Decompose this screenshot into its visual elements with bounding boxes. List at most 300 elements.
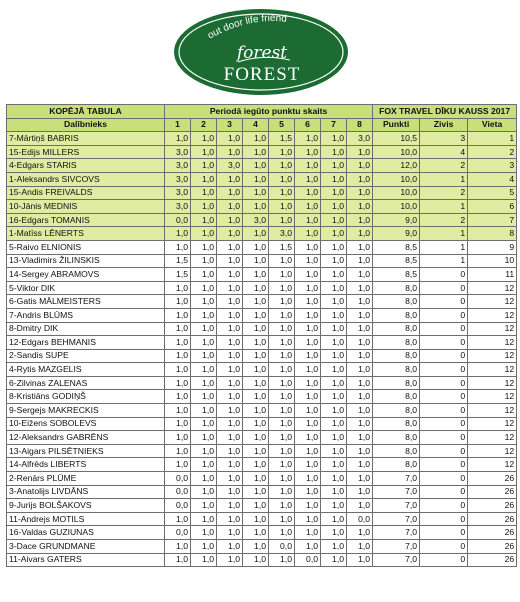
- participant-name: 2-Sandis SUPE: [7, 349, 165, 363]
- period-2-score: 1,0: [191, 145, 217, 159]
- period-1-score: 1,0: [165, 132, 191, 146]
- period-6-score: 1,0: [295, 336, 321, 350]
- period-5-score: 0,0: [269, 540, 295, 554]
- participant-name: 12-Edgars BEHMANIS: [7, 336, 165, 350]
- period-2-score: 1,0: [191, 376, 217, 390]
- points-cell: 7,0: [373, 526, 420, 540]
- place-cell: 12: [468, 295, 517, 309]
- fish-cell: 0: [420, 417, 468, 431]
- period-8-score: 1,0: [347, 145, 373, 159]
- participant-name: 5-Raivo ELNIONIS: [7, 240, 165, 254]
- table-row: [7, 376, 517, 390]
- period-1-score: 1,0: [165, 444, 191, 458]
- period-4-score: 1,0: [243, 499, 269, 513]
- fish-cell: 1: [420, 254, 468, 268]
- period-7-score: 1,0: [321, 540, 347, 554]
- period-3-score: 1,0: [217, 281, 243, 295]
- period-7-score: 1,0: [321, 512, 347, 526]
- period-7-score: 1,0: [321, 390, 347, 404]
- points-cell: 10,0: [373, 172, 420, 186]
- period-6-score: 1,0: [295, 499, 321, 513]
- period-1-score: 1,0: [165, 227, 191, 241]
- period-4-score: 1,0: [243, 472, 269, 486]
- place-cell: 12: [468, 349, 517, 363]
- table-row: [7, 132, 517, 146]
- period-6-score: 1,0: [295, 281, 321, 295]
- fish-cell: 0: [420, 404, 468, 418]
- period-6-score: 1,0: [295, 172, 321, 186]
- place-cell: 7: [468, 213, 517, 227]
- points-cell: 7,0: [373, 540, 420, 554]
- header-participant: Dalībnieks: [7, 118, 165, 132]
- period-4-score: 1,0: [243, 512, 269, 526]
- points-cell: 9,0: [373, 213, 420, 227]
- period-4-score: 1,0: [243, 485, 269, 499]
- period-4-score: 1,0: [243, 349, 269, 363]
- table-row: [7, 295, 517, 309]
- points-cell: 7,0: [373, 472, 420, 486]
- period-3-score: 1,0: [217, 240, 243, 254]
- points-cell: 8,5: [373, 240, 420, 254]
- period-8-score: 1,0: [347, 268, 373, 282]
- table-row: [7, 227, 517, 241]
- period-1-score: 1,0: [165, 295, 191, 309]
- period-4-score: 1,0: [243, 444, 269, 458]
- period-6-score: 1,0: [295, 295, 321, 309]
- period-6-score: 1,0: [295, 308, 321, 322]
- points-cell: 8,0: [373, 458, 420, 472]
- period-2-score: 1,0: [191, 444, 217, 458]
- place-cell: 26: [468, 540, 517, 554]
- period-4-score: 1,0: [243, 145, 269, 159]
- points-cell: 7,0: [373, 553, 420, 567]
- period-7-score: 1,0: [321, 499, 347, 513]
- period-4-score: 1,0: [243, 458, 269, 472]
- period-5-score: 1,0: [269, 485, 295, 499]
- period-2-score: 1,0: [191, 349, 217, 363]
- place-cell: 12: [468, 444, 517, 458]
- points-cell: 8,0: [373, 376, 420, 390]
- period-8-score: 1,0: [347, 200, 373, 214]
- period-3-score: 3,0: [217, 159, 243, 173]
- period-6-score: 1,0: [295, 145, 321, 159]
- table-row: [7, 213, 517, 227]
- period-2-score: 1,0: [191, 540, 217, 554]
- period-6-score: 1,0: [295, 268, 321, 282]
- period-7-score: 1,0: [321, 145, 347, 159]
- header-cup-title: FOX TRAVEL DĪKU KAUSS 2017: [373, 105, 517, 119]
- table-row: [7, 145, 517, 159]
- points-cell: 8,5: [373, 254, 420, 268]
- period-3-score: 1,0: [217, 540, 243, 554]
- period-6-score: 1,0: [295, 431, 321, 445]
- period-1-score: 0,0: [165, 485, 191, 499]
- period-2-score: 1,0: [191, 200, 217, 214]
- participant-name: 16-Edgars TOMANIS: [7, 213, 165, 227]
- place-cell: 26: [468, 553, 517, 567]
- period-8-score: 1,0: [347, 553, 373, 567]
- place-cell: 12: [468, 281, 517, 295]
- period-4-score: 1,0: [243, 540, 269, 554]
- period-8-score: 1,0: [347, 159, 373, 173]
- table-row: [7, 390, 517, 404]
- period-4-score: 1,0: [243, 308, 269, 322]
- period-4-score: 1,0: [243, 132, 269, 146]
- period-6-score: 1,0: [295, 240, 321, 254]
- period-7-score: 1,0: [321, 431, 347, 445]
- fish-cell: 0: [420, 336, 468, 350]
- header-overall-table: KOPĒJĀ TABULA: [7, 105, 165, 119]
- fish-cell: 2: [420, 213, 468, 227]
- fish-cell: 1: [420, 227, 468, 241]
- period-8-score: 1,0: [347, 404, 373, 418]
- header-row-main: [7, 105, 517, 119]
- table-row: [7, 363, 517, 377]
- period-6-score: 1,0: [295, 213, 321, 227]
- period-7-score: 1,0: [321, 322, 347, 336]
- period-2-score: 1,0: [191, 417, 217, 431]
- header-period-8: 8: [347, 118, 373, 132]
- period-6-score: 1,0: [295, 417, 321, 431]
- period-3-score: 1,0: [217, 200, 243, 214]
- period-8-score: 1,0: [347, 444, 373, 458]
- fish-cell: 0: [420, 540, 468, 554]
- period-3-score: 1,0: [217, 295, 243, 309]
- period-3-score: 1,0: [217, 254, 243, 268]
- period-4-score: 1,0: [243, 227, 269, 241]
- period-2-score: 1,0: [191, 172, 217, 186]
- header-row-sub: [7, 118, 517, 132]
- period-5-score: 1,0: [269, 349, 295, 363]
- fish-cell: 3: [420, 132, 468, 146]
- period-1-score: 1,0: [165, 336, 191, 350]
- period-2-score: 1,0: [191, 404, 217, 418]
- table-row: [7, 485, 517, 499]
- period-4-score: 1,0: [243, 404, 269, 418]
- period-6-score: 1,0: [295, 485, 321, 499]
- period-2-score: 1,0: [191, 526, 217, 540]
- period-6-score: 1,0: [295, 472, 321, 486]
- points-cell: 10,0: [373, 200, 420, 214]
- period-1-score: 0,0: [165, 499, 191, 513]
- period-4-score: 1,0: [243, 240, 269, 254]
- period-1-score: 1,5: [165, 254, 191, 268]
- period-5-score: 1,5: [269, 240, 295, 254]
- points-cell: 8,0: [373, 295, 420, 309]
- table-row: [7, 540, 517, 554]
- period-5-score: 1,0: [269, 472, 295, 486]
- fish-cell: 0: [420, 526, 468, 540]
- points-cell: 10,0: [373, 186, 420, 200]
- period-2-score: 1,0: [191, 553, 217, 567]
- period-1-score: 1,0: [165, 553, 191, 567]
- period-8-score: 1,0: [347, 431, 373, 445]
- table-row: [7, 417, 517, 431]
- period-8-score: 1,0: [347, 281, 373, 295]
- period-1-score: 1,0: [165, 404, 191, 418]
- period-8-score: 1,0: [347, 417, 373, 431]
- period-2-score: 1,0: [191, 268, 217, 282]
- period-2-score: 1,0: [191, 499, 217, 513]
- period-2-score: 1,0: [191, 159, 217, 173]
- period-2-score: 1,0: [191, 512, 217, 526]
- forest-logo: [0, 0, 520, 104]
- participant-name: 13-Aigars PILSĒTNIEKS: [7, 444, 165, 458]
- fish-cell: 0: [420, 390, 468, 404]
- period-6-score: 0,0: [295, 553, 321, 567]
- table-row: [7, 268, 517, 282]
- participant-name: 9-Sergejs MAKRECKIS: [7, 404, 165, 418]
- period-5-score: 1,0: [269, 376, 295, 390]
- period-5-score: 1,0: [269, 213, 295, 227]
- participant-name: 8-Dmitry DIK: [7, 322, 165, 336]
- period-7-score: 1,0: [321, 213, 347, 227]
- header-period-3: 3: [217, 118, 243, 132]
- points-cell: 8,0: [373, 431, 420, 445]
- participant-name: 5-Viktor DIK: [7, 281, 165, 295]
- table-row: [7, 526, 517, 540]
- period-6-score: 1,0: [295, 376, 321, 390]
- period-3-score: 1,0: [217, 349, 243, 363]
- participant-name: 16-Valdas GUZIUNAS: [7, 526, 165, 540]
- period-7-score: 1,0: [321, 336, 347, 350]
- period-5-score: 1,0: [269, 553, 295, 567]
- header-period-points: Periodā iegūto punktu skaits: [165, 105, 373, 119]
- period-3-score: 1,0: [217, 458, 243, 472]
- period-6-score: 1,0: [295, 540, 321, 554]
- participant-name: 10-Eižens SOBOLEVS: [7, 417, 165, 431]
- period-5-score: 1,0: [269, 322, 295, 336]
- period-7-score: 1,0: [321, 159, 347, 173]
- forest-logo-svg: [0, 0, 520, 104]
- period-3-score: 1,0: [217, 553, 243, 567]
- period-3-score: 1,0: [217, 526, 243, 540]
- table-row: [7, 159, 517, 173]
- fish-cell: 0: [420, 295, 468, 309]
- header-period-6: 6: [295, 118, 321, 132]
- period-6-score: 1,0: [295, 512, 321, 526]
- fish-cell: 0: [420, 499, 468, 513]
- fish-cell: 0: [420, 322, 468, 336]
- place-cell: 12: [468, 458, 517, 472]
- period-2-score: 1,0: [191, 295, 217, 309]
- points-cell: 8,0: [373, 322, 420, 336]
- place-cell: 10: [468, 254, 517, 268]
- period-1-score: 1,0: [165, 281, 191, 295]
- table-row: [7, 499, 517, 513]
- table-row: [7, 254, 517, 268]
- period-8-score: 1,0: [347, 390, 373, 404]
- period-7-score: 1,0: [321, 444, 347, 458]
- participant-name: 6-Gatis MĀLMEISTERS: [7, 295, 165, 309]
- points-cell: 12,0: [373, 159, 420, 173]
- participant-name: 4-Rytis MAZGELIS: [7, 363, 165, 377]
- period-4-score: 1,0: [243, 390, 269, 404]
- period-1-score: 1,0: [165, 390, 191, 404]
- table-row: [7, 281, 517, 295]
- table-row: [7, 322, 517, 336]
- period-8-score: 1,0: [347, 336, 373, 350]
- period-3-score: 1,0: [217, 145, 243, 159]
- period-2-score: 1,0: [191, 308, 217, 322]
- period-5-score: 1,0: [269, 159, 295, 173]
- period-6-score: 1,0: [295, 322, 321, 336]
- period-1-score: 1,0: [165, 322, 191, 336]
- period-5-score: 1,0: [269, 444, 295, 458]
- place-cell: 12: [468, 322, 517, 336]
- period-1-score: 1,0: [165, 363, 191, 377]
- period-5-score: 1,5: [269, 132, 295, 146]
- participant-name: 4-Edgars STARIS: [7, 159, 165, 173]
- points-cell: 7,0: [373, 499, 420, 513]
- participant-name: 3-Anatolijs LIVDĀNS: [7, 485, 165, 499]
- period-3-score: 1,0: [217, 485, 243, 499]
- points-cell: 7,0: [373, 512, 420, 526]
- period-3-score: 1,0: [217, 472, 243, 486]
- place-cell: 12: [468, 363, 517, 377]
- points-cell: 8,0: [373, 417, 420, 431]
- period-3-score: 1,0: [217, 404, 243, 418]
- period-1-score: 3,0: [165, 200, 191, 214]
- period-5-score: 1,0: [269, 295, 295, 309]
- fish-cell: 0: [420, 485, 468, 499]
- table-row: [7, 458, 517, 472]
- place-cell: 4: [468, 172, 517, 186]
- period-7-score: 1,0: [321, 200, 347, 214]
- period-6-score: 1,0: [295, 159, 321, 173]
- period-7-score: 1,0: [321, 308, 347, 322]
- place-cell: 26: [468, 485, 517, 499]
- period-4-score: 1,0: [243, 295, 269, 309]
- period-4-score: 1,0: [243, 254, 269, 268]
- header-fish: Zivis: [420, 118, 468, 132]
- table-row: [7, 186, 517, 200]
- place-cell: 8: [468, 227, 517, 241]
- points-cell: 8,0: [373, 404, 420, 418]
- points-cell: 8,0: [373, 444, 420, 458]
- participant-name: 7-Andris BLŪMS: [7, 308, 165, 322]
- period-1-score: 1,0: [165, 512, 191, 526]
- period-3-score: 1,0: [217, 390, 243, 404]
- period-4-score: 3,0: [243, 213, 269, 227]
- results-table: [6, 104, 517, 567]
- period-1-score: 0,0: [165, 526, 191, 540]
- period-2-score: 1,0: [191, 485, 217, 499]
- period-4-score: 1,0: [243, 322, 269, 336]
- place-cell: 12: [468, 390, 517, 404]
- fish-cell: 4: [420, 145, 468, 159]
- period-1-score: 3,0: [165, 159, 191, 173]
- period-7-score: 1,0: [321, 254, 347, 268]
- period-1-score: 1,0: [165, 308, 191, 322]
- header-period-4: 4: [243, 118, 269, 132]
- period-1-score: 1,0: [165, 349, 191, 363]
- period-5-score: 1,0: [269, 512, 295, 526]
- period-2-score: 1,0: [191, 472, 217, 486]
- place-cell: 11: [468, 268, 517, 282]
- period-8-score: 1,0: [347, 240, 373, 254]
- fish-cell: 0: [420, 281, 468, 295]
- points-cell: 8,0: [373, 363, 420, 377]
- place-cell: 26: [468, 499, 517, 513]
- period-2-score: 1,0: [191, 458, 217, 472]
- place-cell: 5: [468, 186, 517, 200]
- period-5-score: 1,0: [269, 186, 295, 200]
- period-7-score: 1,0: [321, 526, 347, 540]
- period-5-score: 1,0: [269, 308, 295, 322]
- period-2-score: 1,0: [191, 227, 217, 241]
- fish-cell: 2: [420, 186, 468, 200]
- place-cell: 12: [468, 376, 517, 390]
- fish-cell: 0: [420, 458, 468, 472]
- period-7-score: 1,0: [321, 281, 347, 295]
- logo-tagline: out door life friend: [205, 13, 288, 42]
- period-7-score: 1,0: [321, 404, 347, 418]
- period-5-score: 1,0: [269, 254, 295, 268]
- period-8-score: 1,0: [347, 186, 373, 200]
- table-row: [7, 512, 517, 526]
- period-4-score: 1,0: [243, 526, 269, 540]
- fish-cell: 0: [420, 268, 468, 282]
- period-5-score: 1,0: [269, 526, 295, 540]
- participant-name: 1-Matīss LĒNERTS: [7, 227, 165, 241]
- table-row: [7, 349, 517, 363]
- period-5-score: 1,0: [269, 417, 295, 431]
- points-cell: 7,0: [373, 485, 420, 499]
- period-2-score: 1,0: [191, 322, 217, 336]
- period-3-score: 1,0: [217, 172, 243, 186]
- fish-cell: 0: [420, 308, 468, 322]
- period-3-score: 1,0: [217, 363, 243, 377]
- period-3-score: 1,0: [217, 444, 243, 458]
- table-row: [7, 431, 517, 445]
- place-cell: 9: [468, 240, 517, 254]
- fish-cell: 0: [420, 431, 468, 445]
- period-5-score: 1,0: [269, 145, 295, 159]
- fish-cell: 0: [420, 553, 468, 567]
- period-2-score: 1,0: [191, 213, 217, 227]
- points-cell: 8,0: [373, 281, 420, 295]
- table-row: [7, 444, 517, 458]
- fish-cell: 0: [420, 363, 468, 377]
- header-period-7: 7: [321, 118, 347, 132]
- fish-cell: 1: [420, 240, 468, 254]
- period-5-score: 1,0: [269, 404, 295, 418]
- table-row: [7, 308, 517, 322]
- period-8-score: 1,0: [347, 472, 373, 486]
- period-2-score: 1,0: [191, 363, 217, 377]
- period-8-score: 1,0: [347, 376, 373, 390]
- place-cell: 26: [468, 512, 517, 526]
- period-1-score: 1,0: [165, 540, 191, 554]
- period-3-score: 1,0: [217, 431, 243, 445]
- period-7-score: 1,0: [321, 363, 347, 377]
- period-6-score: 1,0: [295, 200, 321, 214]
- period-3-score: 1,0: [217, 132, 243, 146]
- period-3-score: 1,0: [217, 213, 243, 227]
- period-1-score: 3,0: [165, 145, 191, 159]
- period-2-score: 1,0: [191, 431, 217, 445]
- period-5-score: 1,0: [269, 281, 295, 295]
- period-7-score: 1,0: [321, 553, 347, 567]
- table-row: [7, 553, 517, 567]
- period-4-score: 1,0: [243, 159, 269, 173]
- period-6-score: 1,0: [295, 227, 321, 241]
- period-3-score: 1,0: [217, 499, 243, 513]
- points-cell: 8,0: [373, 336, 420, 350]
- period-6-score: 1,0: [295, 254, 321, 268]
- period-3-score: 1,0: [217, 227, 243, 241]
